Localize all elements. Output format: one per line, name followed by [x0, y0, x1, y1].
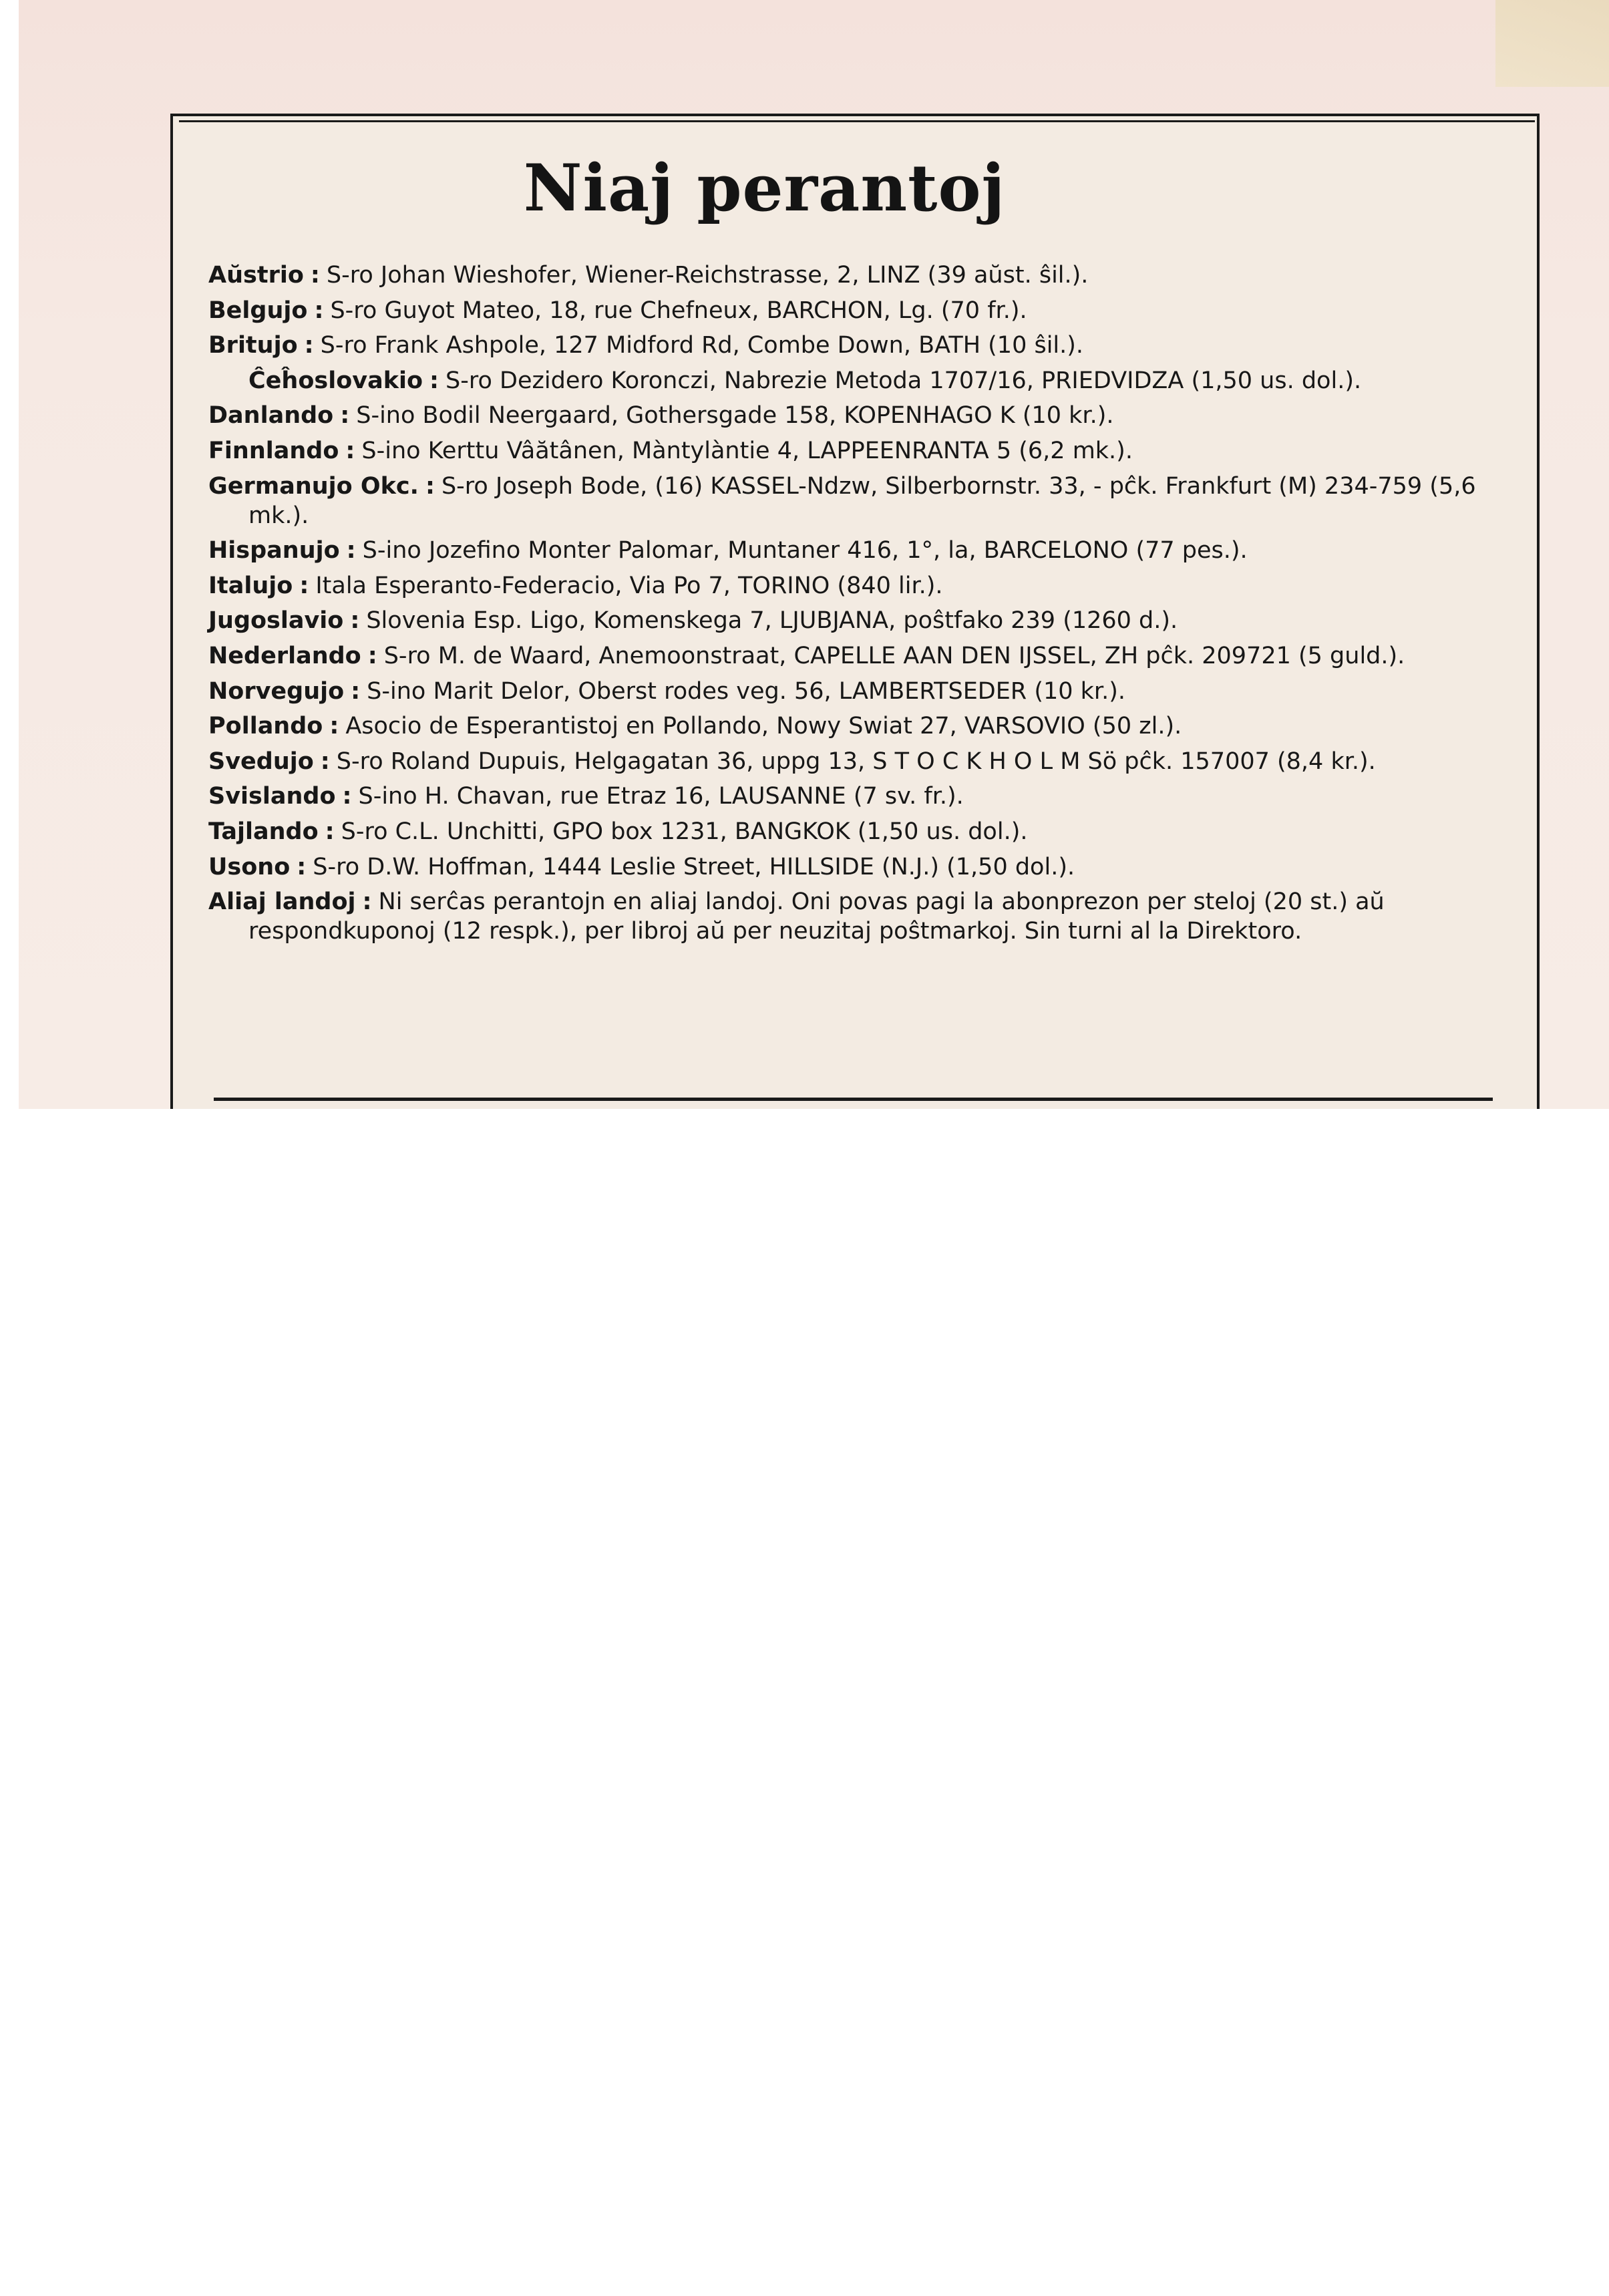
- list-item: [208, 331, 1501, 360]
- list-item: [208, 261, 1501, 290]
- address-text: S-ro Dezidero Koronczi, Nabrezie Metoda 1707/16, PRIEDVIDZA (1,50 us. dol.).: [445, 367, 1362, 394]
- country-name: Jugoslavio: [208, 607, 344, 635]
- separator: :: [340, 402, 350, 430]
- country-name: Norvegujo: [208, 677, 345, 705]
- separator: :: [310, 262, 320, 289]
- address-text: Slovenia Esp. Ligo, Komenskega 7, LJUBJANA, poŝtfako 239 (1260 d.).: [366, 607, 1178, 635]
- country-name: Ĉeĥoslovakio: [248, 367, 423, 394]
- country-name: Usono: [208, 853, 291, 880]
- separator: :: [350, 607, 360, 635]
- address-text: S-ro Johan Wieshofer, Wiener-Reichstrasse, 2, LINZ (39 aŭst. ŝil.).: [326, 262, 1089, 289]
- country-name: Aliaj landoj: [208, 888, 356, 916]
- address-text: S-ro Roland Dupuis, Helgagatan 36, uppg 13, S T O C K H O L M Sö pĉk. 157007 (8,4 kr.).: [336, 748, 1376, 775]
- separator: :: [367, 642, 377, 669]
- country-name: Germanujo Okc.: [208, 472, 419, 500]
- list-item: [208, 536, 1501, 565]
- separator: :: [304, 332, 314, 359]
- list-item: [208, 711, 1501, 741]
- separator: :: [299, 572, 309, 599]
- list-item: [208, 472, 1501, 530]
- entry-line: [208, 367, 1361, 394]
- address-text: S-ino Jozefino Monter Palomar, Muntaner 416, 1°, la, BARCELONO (77 pes.).: [362, 537, 1248, 564]
- list-item: [208, 852, 1501, 882]
- country-name: Danlando: [208, 402, 334, 430]
- list-item: [208, 296, 1501, 325]
- separator: :: [325, 818, 335, 845]
- list-item: [208, 817, 1501, 846]
- country-name: Finnlando: [208, 437, 339, 464]
- separator: :: [362, 888, 372, 916]
- country-name: Britujo: [208, 332, 298, 359]
- list-item: [208, 606, 1501, 635]
- peranto-list: [208, 261, 1501, 952]
- address-text: S-ino Bodil Neergaard, Gothersgade 158, KOPENHAGO K (10 kr.).: [356, 402, 1114, 430]
- address-text: S-ro M. de Waard, Anemoonstraat, CAPELLE AAN DEN IJSSEL, ZH pĉk. 209721 (5 guld.).: [383, 642, 1405, 669]
- address-text: S-ro Frank Ashpole, 127 Midford Rd, Combe Down, BATH (10 ŝil.).: [320, 332, 1084, 359]
- separator: :: [346, 537, 356, 564]
- separator: :: [320, 748, 330, 775]
- list-item: [208, 782, 1501, 811]
- separator: :: [342, 783, 352, 810]
- separator: :: [351, 677, 361, 705]
- list-item: [208, 401, 1501, 430]
- country-name: Svedujo: [208, 748, 314, 775]
- address-text: S-ro C.L. Unchitti, GPO box 1231, BANGKOK (1,50 us. dol.).: [341, 818, 1028, 845]
- address-text: S-ino H. Chavan, rue Etraz 16, LAUSANNE (7 sv. fr.).: [358, 783, 964, 810]
- country-name: Pollando: [208, 713, 323, 740]
- country-name: Nederlando: [208, 642, 361, 669]
- address-text: S-ro D.W. Hoffman, 1444 Leslie Street, HILLSIDE (N.J.) (1,50 dol.).: [313, 853, 1075, 880]
- separator: :: [425, 472, 435, 500]
- list-item: [208, 747, 1501, 776]
- address-text: S-ino Kerttu Vâătânen, Màntylàntie 4, LAPPEENRANTA 5 (6,2 mk.).: [361, 437, 1133, 464]
- box-top-rule: [179, 120, 1535, 122]
- list-item: [208, 366, 1501, 395]
- corner-tape-mark: [1495, 0, 1609, 87]
- list-item: [208, 571, 1501, 601]
- list-item: [208, 677, 1501, 706]
- address-text: S-ro Joseph Bode, (16) KASSEL-Ndzw, Silberbornstr. 33, - pĉk. Frankfurt (M) 234-759 (5,6 mk.).: [248, 472, 1476, 529]
- address-text: S-ino Marit Delor, Oberst rodes veg. 56, LAMBERTSEDER (10 kr.).: [367, 677, 1125, 705]
- list-item: [208, 887, 1501, 946]
- separator: :: [345, 437, 355, 464]
- country-name: Belgujo: [208, 297, 308, 324]
- country-name: Aŭstrio: [208, 262, 304, 289]
- country-name: Italujo: [208, 572, 293, 599]
- list-item: [208, 436, 1501, 466]
- address-text: Ni serĉas perantojn en aliaj landoj. Oni povas pagi la abonprezon per steloj (20 st.) aŭ respondkuponoj (12 respk.), per libroj aŭ per neuzitaj poŝtmarkoj. Sin turni al la Direktoro.: [248, 888, 1385, 945]
- page-title: Niaj perantoj: [523, 150, 1006, 226]
- box-bottom-rule: [214, 1098, 1493, 1101]
- country-name: Hispanujo: [208, 537, 340, 564]
- separator: :: [329, 713, 339, 740]
- country-name: Svislando: [208, 783, 336, 810]
- separator: :: [297, 853, 307, 880]
- address-text: S-ro Guyot Mateo, 18, rue Chefneux, BARCHON, Lg. (70 fr.).: [330, 297, 1027, 324]
- address-text: Itala Esperanto-Federacio, Via Po 7, TORINO (840 lir.).: [315, 572, 943, 599]
- separator: :: [314, 297, 324, 324]
- country-name: Tajlando: [208, 818, 319, 845]
- address-text: Asocio de Esperantistoj en Pollando, Nowy Swiat 27, VARSOVIO (50 zl.).: [345, 713, 1182, 740]
- separator: :: [429, 367, 439, 394]
- list-item: [208, 641, 1501, 671]
